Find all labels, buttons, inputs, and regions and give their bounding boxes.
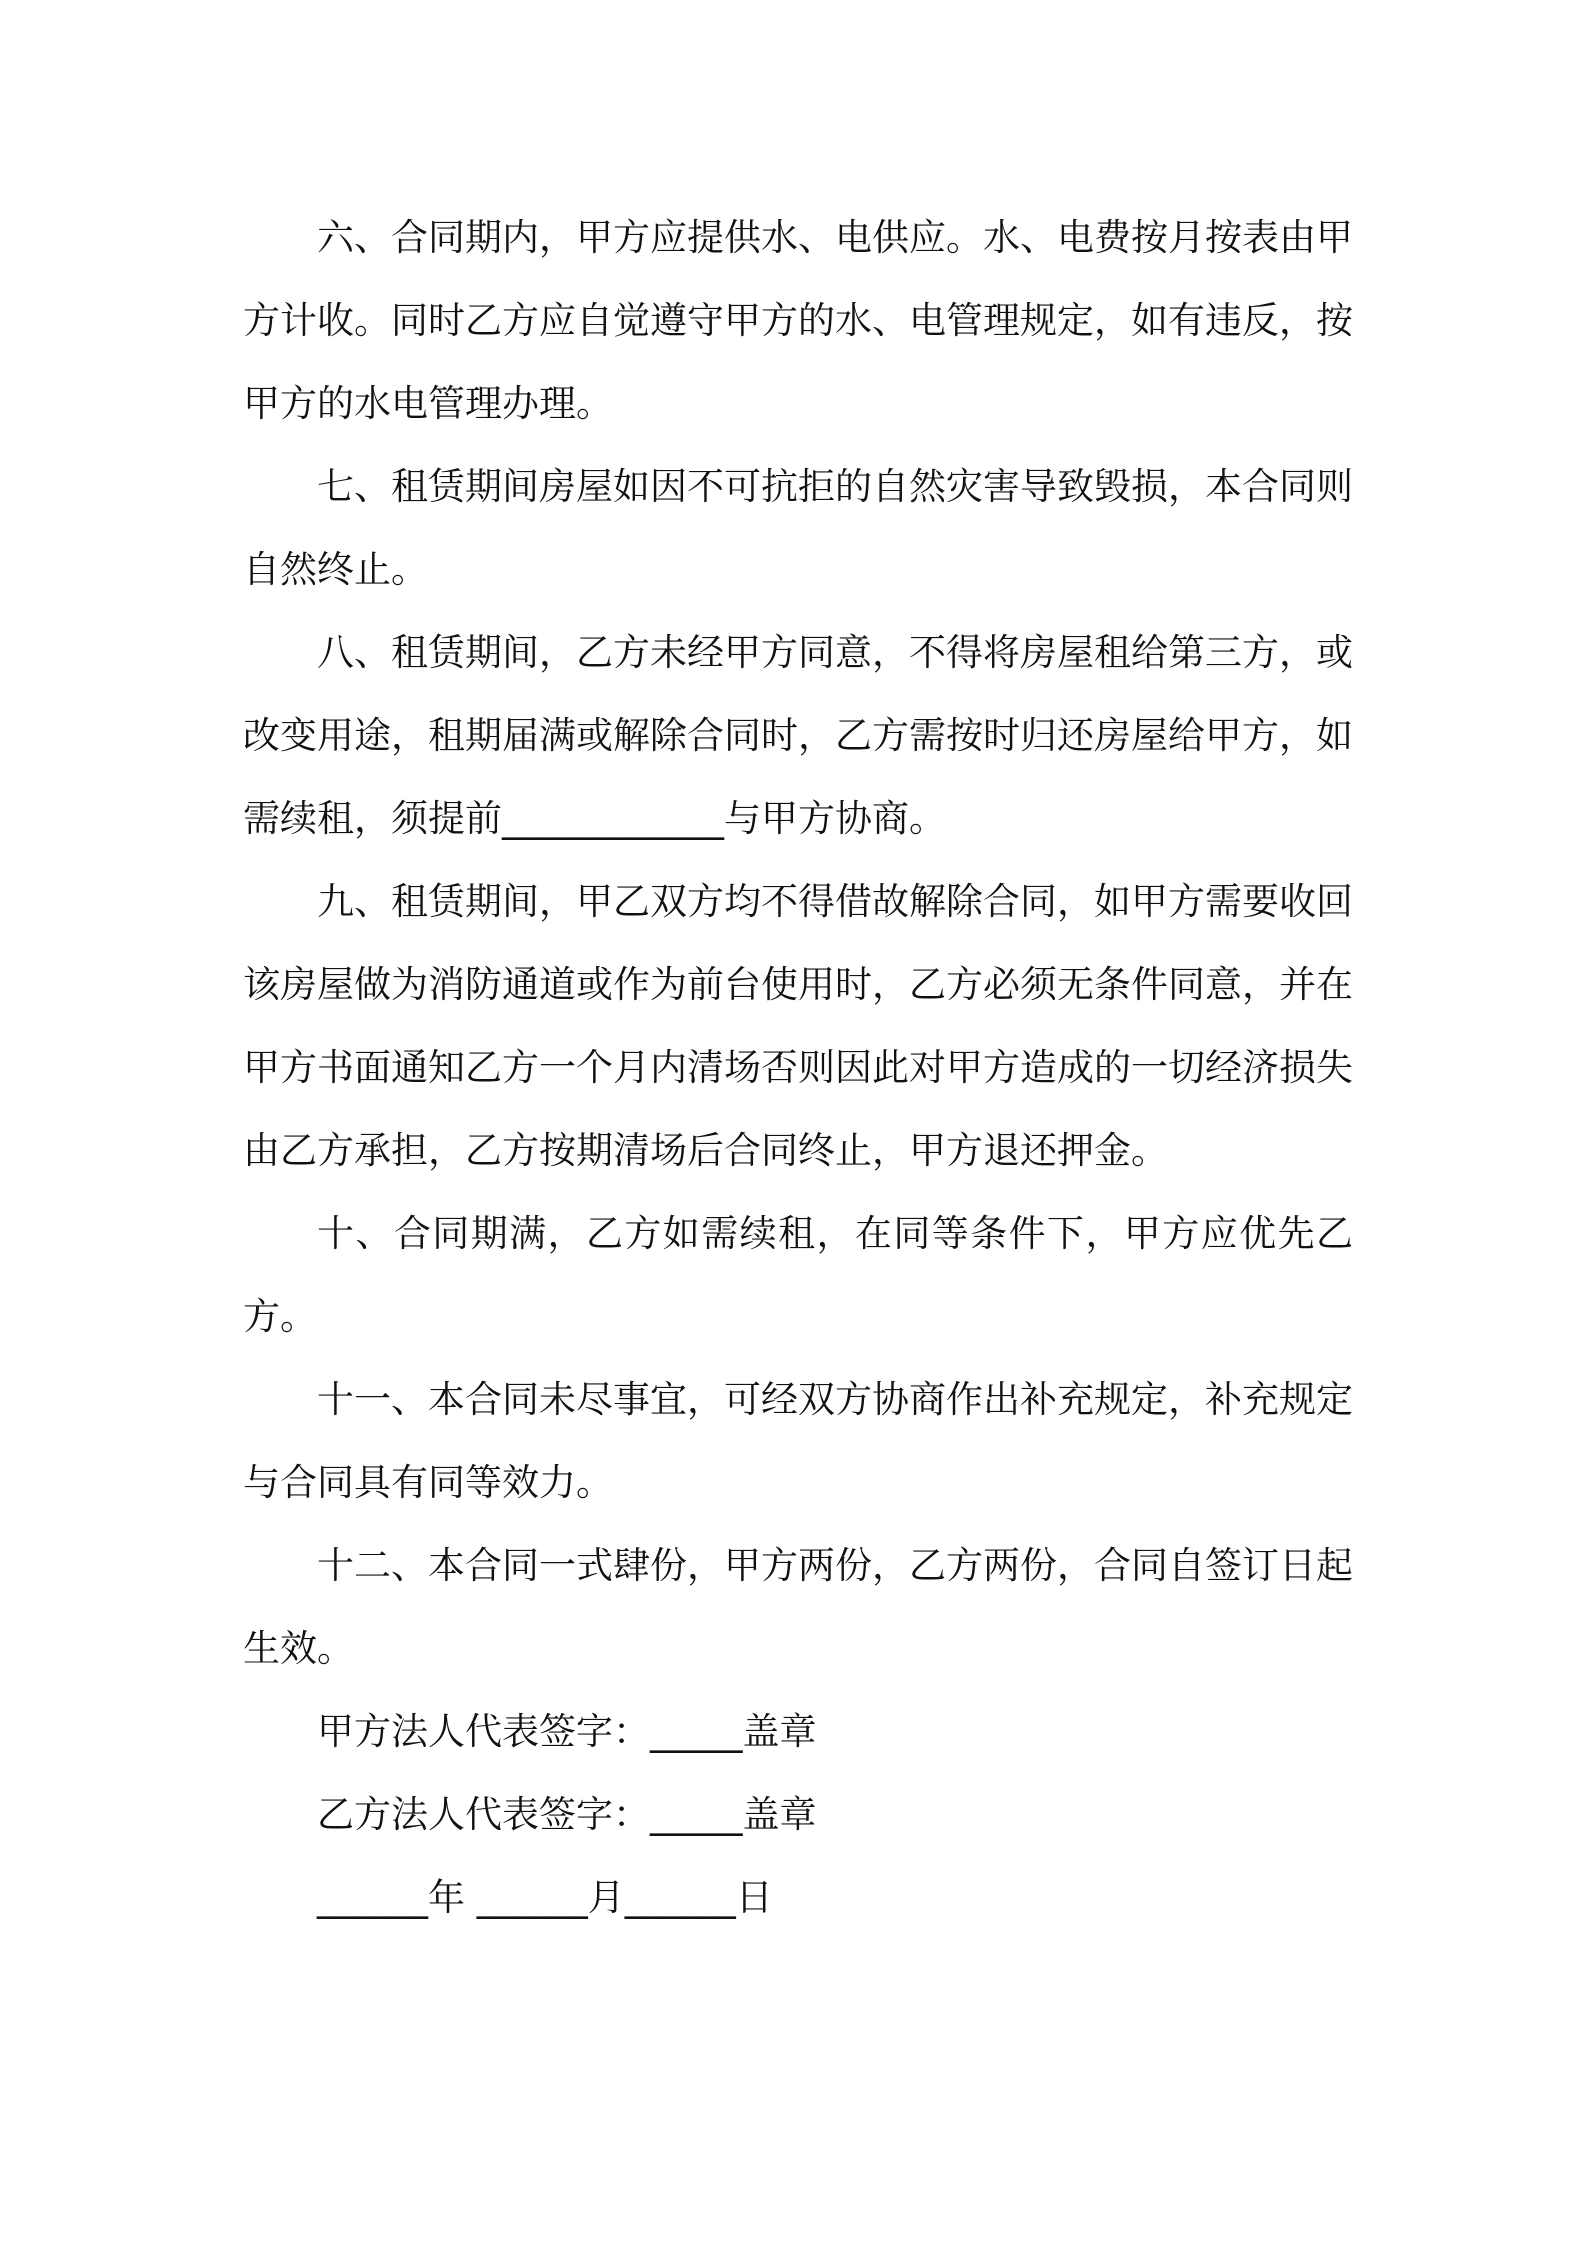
party-b-signature-line: 乙方法人代表签字：_____盖章 bbox=[317, 1793, 817, 1836]
clause-6: 六、合同期内，甲方应提供水、电供应。水、电费按月按表由甲方计收。同时乙方应自觉遵守甲方的水、电管理规定，如有违反，按甲方的水电管理办理。 bbox=[243, 216, 1353, 425]
clause-9: 九、租赁期间，甲乙双方均不得借故解除合同，如甲方需要收回该房屋做为消防通道或作为前台使用时，乙方必须无条件同意，并在甲方书面通知乙方一个月内清场否则因此对甲方造成的一切经济损失由乙方承担，乙方按期清场后合同终止，甲方退还押金。 bbox=[243, 880, 1353, 1172]
date-line: ______年 ______月______日 bbox=[317, 1876, 773, 1919]
contract-body bbox=[243, 196, 1353, 1939]
clause-12: 十二、本合同一式肆份，甲方两份，乙方两份，合同自签订日起生效。 bbox=[243, 1544, 1353, 1670]
clause-7: 七、租赁期间房屋如因不可抗拒的自然灾害导致毁损，本合同则自然终止。 bbox=[243, 465, 1353, 591]
clause-8: 八、租赁期间，乙方未经甲方同意，不得将房屋租给第三方，或改变用途，租期届满或解除合同时，乙方需按时归还房屋给甲方，如需续租，须提前____________与甲方协商。 bbox=[243, 631, 1353, 840]
clause-10: 十、合同期满，乙方如需续租，在同等条件下，甲方应优先乙方。 bbox=[243, 1212, 1353, 1338]
clause-11: 十一、本合同未尽事宜，可经双方协商作出补充规定，补充规定与合同具有同等效力。 bbox=[243, 1378, 1353, 1504]
party-a-signature-line: 甲方法人代表签字：_____盖章 bbox=[317, 1710, 817, 1753]
